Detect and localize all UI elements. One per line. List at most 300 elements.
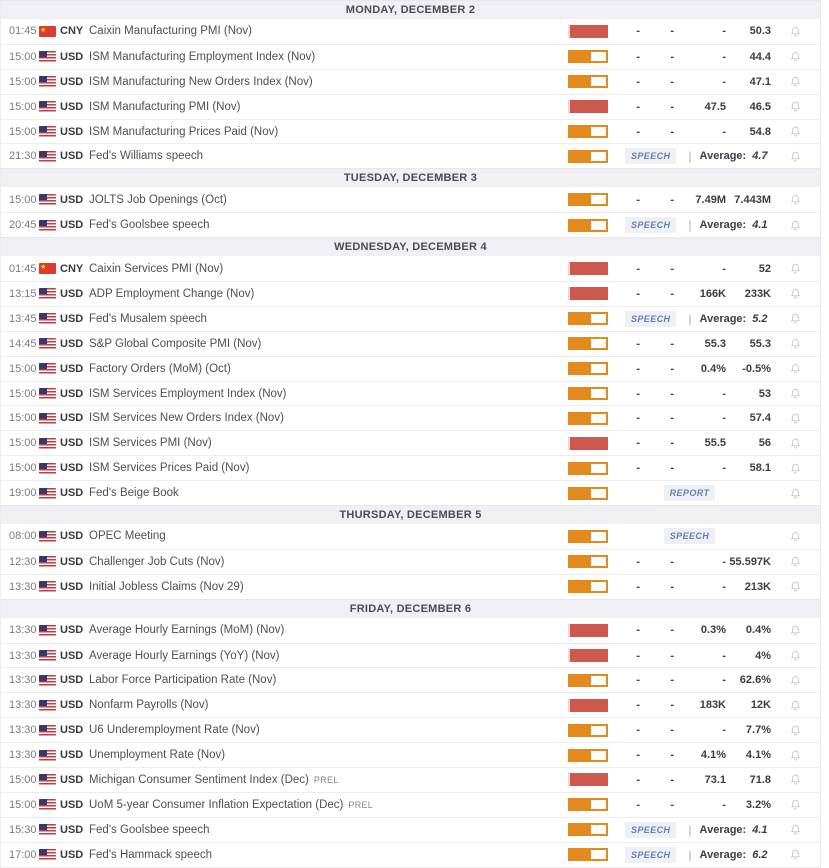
event-row[interactable] [1, 187, 820, 212]
average-group [688, 312, 767, 326]
average-value: 5.2 [752, 312, 768, 325]
event-time: 13:30 [9, 724, 37, 737]
event-type-badge: REPORT [664, 485, 716, 501]
us-flag-icon [39, 675, 56, 686]
event-row[interactable] [1, 792, 820, 817]
event-name-text: ISM Services New Orders Index (Nov) [89, 412, 284, 425]
deviation-value: - [670, 624, 674, 637]
day-header [1, 599, 820, 618]
currency-code: USD [60, 75, 84, 88]
us-flag-icon [39, 220, 56, 231]
bell-button[interactable] [788, 554, 803, 569]
event-row[interactable] [1, 717, 820, 742]
bell-button[interactable] [788, 623, 803, 638]
consensus-value: - [722, 50, 726, 63]
bell-cell [771, 261, 820, 276]
currency-code: USD [60, 848, 84, 861]
bell-icon [788, 822, 803, 837]
impact-indicator [568, 724, 608, 737]
currency-code: USD [60, 773, 84, 786]
event-name [89, 581, 568, 593]
us-flag-icon [39, 488, 56, 499]
bell-icon [788, 648, 803, 663]
impact-indicator [568, 387, 608, 400]
average-value: 4.1 [752, 219, 768, 232]
us-flag-icon [39, 799, 56, 810]
impact-indicator [568, 773, 608, 786]
bell-button[interactable] [788, 286, 803, 301]
deviation-value: - [670, 25, 674, 38]
event-row[interactable] [1, 256, 820, 281]
actual-value: - [636, 749, 640, 762]
event-row[interactable] [1, 692, 820, 717]
speech-zone [608, 217, 771, 233]
consensus-value: - [722, 387, 726, 400]
event-time: 08:00 [9, 530, 37, 543]
currency-code: USD [60, 50, 84, 63]
impact-indicator [568, 823, 608, 836]
bell-icon [788, 361, 803, 376]
deviation-value: - [670, 798, 674, 811]
impact-bar [568, 412, 608, 425]
actual-value: - [636, 337, 640, 350]
bell-icon [788, 461, 803, 476]
bell-icon [788, 99, 803, 114]
impact-indicator [568, 75, 608, 88]
bell-icon [788, 623, 803, 638]
event-time: 15:00 [9, 462, 37, 475]
bell-button[interactable] [788, 24, 803, 39]
separator: | [688, 149, 692, 164]
bell-button[interactable] [788, 436, 803, 451]
currency-code: USD [60, 412, 84, 425]
day-section [1, 237, 820, 505]
bell-button[interactable] [788, 529, 803, 544]
day-rows [1, 618, 820, 867]
event-row[interactable] [1, 69, 820, 94]
impact-indicator [568, 749, 608, 762]
event-row[interactable] [1, 667, 820, 692]
event-name [89, 313, 568, 325]
event-name-text: ISM Services Prices Paid (Nov) [89, 462, 250, 475]
currency-code: USD [60, 100, 84, 113]
average-value: 4.7 [752, 150, 768, 163]
impact-bar [568, 125, 608, 138]
previous-value: 62.6% [739, 674, 771, 687]
deviation-value: - [670, 50, 674, 63]
bell-button[interactable] [788, 74, 803, 89]
event-time: 15:00 [9, 50, 37, 63]
event-time: 15:00 [9, 412, 37, 425]
speech-zone [608, 148, 771, 164]
event-row[interactable] [1, 356, 820, 381]
separator: | [688, 311, 692, 326]
bell-button[interactable] [788, 386, 803, 401]
day-label: THURSDAY, DECEMBER 5 [339, 509, 482, 522]
currency-code: USD [60, 674, 84, 687]
us-flag-icon [39, 51, 56, 62]
event-type-badge: SPEECH [625, 822, 676, 838]
currency-code: CNY [60, 262, 84, 275]
consensus-value: 4.1% [700, 749, 726, 762]
impact-indicator [568, 125, 608, 138]
event-row[interactable] [1, 143, 820, 168]
currency-code: USD [60, 150, 84, 163]
impact-bar [568, 150, 608, 163]
event-row[interactable] [1, 306, 820, 331]
value-columns [608, 51, 771, 63]
value-columns [608, 388, 771, 400]
average-label: Average: [699, 150, 747, 163]
bell-icon [788, 529, 803, 544]
bell-icon [788, 218, 803, 233]
event-row[interactable] [1, 817, 820, 842]
bell-cell [771, 529, 820, 544]
impact-bar [568, 699, 608, 712]
event-name-text: Fed's Hammack speech [89, 848, 212, 861]
value-columns [608, 624, 771, 636]
consensus-value: 7.49M [695, 193, 726, 206]
day-section [1, 168, 820, 237]
event-name [89, 749, 568, 761]
us-flag-icon [39, 101, 56, 112]
event-row[interactable] [1, 842, 820, 867]
consensus-value: 166K [699, 287, 726, 300]
impact-indicator [568, 193, 608, 206]
bell-button[interactable] [788, 461, 803, 476]
impact-indicator [568, 555, 608, 568]
event-time: 15:00 [9, 773, 37, 786]
bell-cell [771, 386, 820, 401]
bell-button[interactable] [788, 673, 803, 688]
actual-value: - [636, 287, 640, 300]
bell-icon [788, 698, 803, 713]
bell-icon [788, 673, 803, 688]
deviation-value: - [670, 412, 674, 425]
impact-bar [568, 749, 608, 762]
bell-cell [771, 822, 820, 837]
speech-zone [608, 528, 771, 544]
event-row[interactable] [1, 94, 820, 119]
currency-code: USD [60, 555, 84, 568]
event-time: 15:00 [9, 387, 37, 400]
event-name-text: Fed's Goolsbee speech [89, 823, 210, 836]
day-rows [1, 524, 820, 599]
bell-icon [788, 797, 803, 812]
prel-tag: PREL [348, 799, 374, 810]
event-name-text: Initial Jobless Claims (Nov 29) [89, 580, 244, 593]
event-name-text: ISM Services PMI (Nov) [89, 437, 212, 450]
value-columns [608, 126, 771, 138]
day-label: TUESDAY, DECEMBER 3 [343, 172, 478, 185]
average-label: Average: [699, 848, 747, 861]
day-rows [1, 187, 820, 237]
us-flag-icon [39, 413, 56, 424]
separator: | [688, 847, 692, 862]
impact-indicator [568, 487, 608, 500]
event-name-text: Fed's Goolsbee speech [89, 219, 210, 232]
event-row[interactable] [1, 455, 820, 480]
us-flag-icon [39, 463, 56, 474]
impact-indicator [568, 649, 608, 662]
bell-cell [771, 772, 820, 787]
event-name [89, 363, 568, 375]
currency-code: USD [60, 337, 84, 350]
bell-button[interactable] [788, 579, 803, 594]
currency-code: USD [60, 362, 84, 375]
previous-value: 12K [750, 699, 771, 712]
bell-cell [771, 124, 820, 139]
value-columns [608, 363, 771, 375]
impact-bar [568, 580, 608, 593]
speech-zone [608, 822, 771, 838]
bell-cell [771, 698, 820, 713]
bell-button[interactable] [788, 797, 803, 812]
average-label: Average: [699, 823, 747, 836]
event-name [89, 388, 568, 400]
bell-cell [771, 723, 820, 738]
event-row[interactable] [1, 331, 820, 356]
event-name-text: Fed's Williams speech [89, 150, 204, 163]
actual-value: - [636, 50, 640, 63]
consensus-value: 73.1 [704, 773, 726, 786]
bell-button[interactable] [788, 361, 803, 376]
event-name-text: Michigan Consumer Sentiment Index (Dec) [89, 773, 309, 786]
bell-cell [771, 24, 820, 39]
event-row[interactable] [1, 281, 820, 306]
bell-icon [788, 336, 803, 351]
actual-value: - [636, 580, 640, 593]
bell-button[interactable] [788, 723, 803, 738]
bell-button[interactable] [788, 748, 803, 763]
consensus-value: - [722, 462, 726, 475]
consensus-value: - [722, 125, 726, 138]
bell-button[interactable] [788, 486, 803, 501]
prel-tag: PREL [313, 774, 339, 785]
value-columns [608, 650, 771, 662]
actual-value: - [636, 125, 640, 138]
event-type-badge: SPEECH [625, 148, 676, 164]
event-row[interactable] [1, 19, 820, 44]
event-name-text: Caixin Manufacturing PMI (Nov) [89, 25, 252, 38]
bell-button[interactable] [788, 648, 803, 663]
event-row[interactable] [1, 767, 820, 792]
bell-button[interactable] [788, 124, 803, 139]
us-flag-icon [39, 824, 56, 835]
average-group [688, 218, 767, 232]
value-columns [608, 437, 771, 449]
value-columns [608, 749, 771, 761]
impact-indicator [568, 337, 608, 350]
event-name-text: UoM 5-year Consumer Inflation Expectation (Dec) [89, 798, 344, 811]
bell-icon [788, 24, 803, 39]
currency-code: USD [60, 649, 84, 662]
impact-bar [568, 848, 608, 861]
impact-bar [568, 362, 608, 375]
event-type-badge: SPEECH [625, 217, 676, 233]
event-row[interactable] [1, 618, 820, 643]
event-row[interactable] [1, 405, 820, 430]
impact-indicator [568, 219, 608, 232]
bell-cell [771, 311, 820, 326]
bell-button[interactable] [788, 192, 803, 207]
actual-value: - [636, 724, 640, 737]
bell-cell [771, 218, 820, 233]
previous-value: 52 [758, 262, 771, 275]
event-row[interactable] [1, 430, 820, 455]
previous-value: 3.2% [745, 798, 771, 811]
bell-cell [771, 99, 820, 114]
previous-value: 71.8 [749, 773, 771, 786]
currency-code: USD [60, 699, 84, 712]
event-name-text: ISM Manufacturing Employment Index (Nov) [89, 50, 316, 63]
consensus-value: - [722, 412, 726, 425]
event-time: 13:15 [9, 287, 37, 300]
us-flag-icon [39, 581, 56, 592]
event-name [89, 799, 568, 811]
event-name-text: Labor Force Participation Rate (Nov) [89, 674, 277, 687]
separator: | [688, 822, 692, 837]
impact-indicator [568, 50, 608, 63]
event-time: 13:30 [9, 749, 37, 762]
day-header [1, 237, 820, 256]
event-name [89, 150, 568, 162]
value-columns [608, 724, 771, 736]
actual-value: - [636, 100, 640, 113]
us-flag-icon [39, 774, 56, 785]
deviation-value: - [670, 674, 674, 687]
us-flag-icon [39, 313, 56, 324]
impact-bar [568, 487, 608, 500]
bell-cell [771, 748, 820, 763]
deviation-value: - [670, 437, 674, 450]
speech-zone [608, 847, 771, 863]
impact-bar [568, 624, 608, 637]
impact-bar [568, 50, 608, 63]
event-name [89, 25, 568, 37]
deviation-value: - [670, 262, 674, 275]
impact-bar [568, 555, 608, 568]
event-name-text: Average Hourly Earnings (MoM) (Nov) [89, 624, 285, 637]
bell-button[interactable] [788, 847, 803, 862]
event-name [89, 774, 568, 786]
event-row[interactable] [1, 643, 820, 668]
event-name-text: Fed's Beige Book [89, 487, 179, 500]
bell-icon [788, 723, 803, 738]
previous-value: 55.3 [749, 337, 771, 350]
bell-button[interactable] [788, 149, 803, 164]
event-row[interactable] [1, 212, 820, 237]
us-flag-icon [39, 151, 56, 162]
bell-icon [788, 486, 803, 501]
event-row[interactable] [1, 44, 820, 69]
actual-value: - [636, 649, 640, 662]
bell-button[interactable] [788, 411, 803, 426]
bell-icon [788, 192, 803, 207]
previous-value: 50.3 [749, 25, 771, 38]
consensus-value: 47.5 [704, 100, 726, 113]
value-columns [608, 288, 771, 300]
bell-cell [771, 49, 820, 64]
event-row[interactable] [1, 524, 820, 549]
us-flag-icon [39, 849, 56, 860]
event-row[interactable] [1, 574, 820, 599]
bell-button[interactable] [788, 772, 803, 787]
event-time: 15:00 [9, 362, 37, 375]
currency-code: USD [60, 437, 84, 450]
cn-flag-icon [39, 263, 56, 274]
bell-cell [771, 149, 820, 164]
event-type-badge: SPEECH [625, 311, 676, 327]
bell-icon [788, 436, 803, 451]
value-columns [608, 799, 771, 811]
deviation-value: - [670, 193, 674, 206]
event-name [89, 824, 568, 836]
value-columns [608, 263, 771, 275]
event-time: 12:30 [9, 555, 37, 568]
value-columns [608, 699, 771, 711]
event-row[interactable] [1, 381, 820, 406]
event-name-text: Caixin Services PMI (Nov) [89, 262, 224, 275]
bell-button[interactable] [788, 822, 803, 837]
event-name [89, 650, 568, 662]
actual-value: - [636, 262, 640, 275]
bell-button[interactable] [788, 218, 803, 233]
currency-code: USD [60, 312, 84, 325]
bell-button[interactable] [788, 49, 803, 64]
bell-icon [788, 772, 803, 787]
event-row[interactable] [1, 119, 820, 144]
bell-cell [771, 336, 820, 351]
bell-button[interactable] [788, 311, 803, 326]
previous-value: 4% [755, 649, 771, 662]
impact-indicator [568, 100, 608, 113]
event-time: 13:30 [9, 580, 37, 593]
actual-value: - [636, 362, 640, 375]
bell-button[interactable] [788, 698, 803, 713]
event-name [89, 51, 568, 63]
event-row[interactable] [1, 549, 820, 574]
bell-cell [771, 648, 820, 663]
impact-bar [568, 262, 608, 275]
impact-bar [568, 100, 608, 113]
actual-value: - [636, 699, 640, 712]
bell-icon [788, 554, 803, 569]
day-header [1, 0, 820, 19]
deviation-value: - [670, 580, 674, 593]
impact-bar [568, 674, 608, 687]
bell-icon [788, 386, 803, 401]
deviation-value: - [670, 699, 674, 712]
event-name-text: Nonfarm Payrolls (Nov) [89, 699, 209, 712]
bell-button[interactable] [788, 99, 803, 114]
currency-code: USD [60, 487, 84, 500]
impact-bar [568, 462, 608, 475]
event-row[interactable] [1, 480, 820, 505]
event-row[interactable] [1, 742, 820, 767]
event-name [89, 724, 568, 736]
currency-code: USD [60, 530, 84, 543]
event-name [89, 462, 568, 474]
bell-button[interactable] [788, 336, 803, 351]
currency-code: USD [60, 387, 84, 400]
bell-button[interactable] [788, 261, 803, 276]
event-type-badge: SPEECH [664, 528, 715, 544]
event-time: 13:30 [9, 674, 37, 687]
impact-bar [568, 649, 608, 662]
currency-code: USD [60, 580, 84, 593]
bell-cell [771, 361, 820, 376]
